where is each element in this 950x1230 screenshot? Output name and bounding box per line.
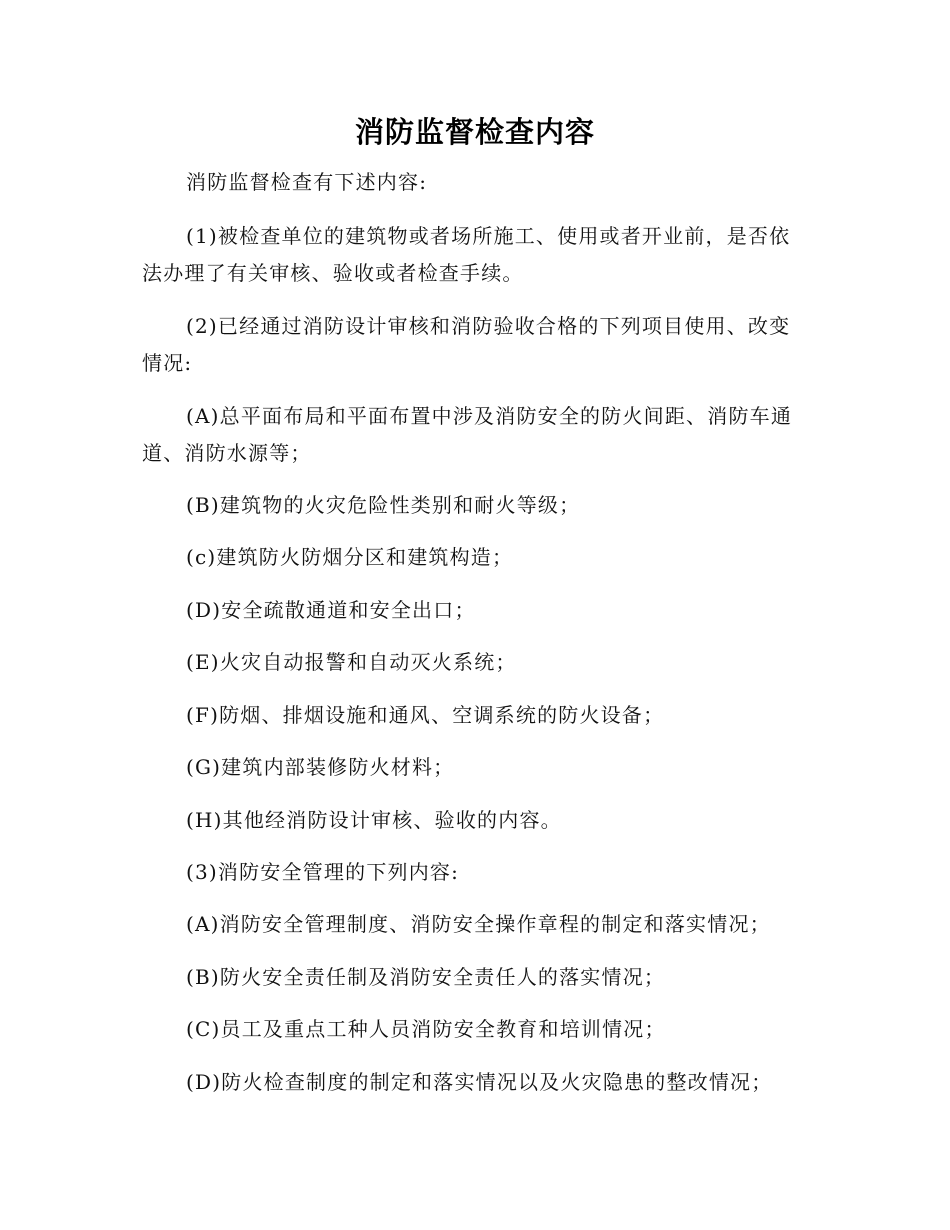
item-3d: (D)防火检查制度的制定和落实情况以及火灾隐患的整改情况； [186, 1070, 773, 1094]
item-2c: (c)建筑防火防烟分区和建筑构造； [186, 545, 514, 569]
item-2g: (G)建筑内部装修防火材料； [186, 755, 455, 779]
item-3b: (B)防火安全责任制及消防安全责任人的落实情况； [186, 965, 666, 989]
item-3c: (C)员工及重点工种人员消防安全教育和培训情况； [186, 1017, 666, 1041]
item-2a-line-1: (A)总平面布局和平面布置中涉及消防安全的防火间距、消防车通 [186, 404, 793, 428]
item-2h: (H)其他经消防设计审核、验收的内容。 [186, 808, 562, 832]
item-2d: (D)安全疏散通道和安全出口； [186, 598, 476, 622]
paragraph-2-line-2: 情况: [142, 351, 193, 375]
item-2f: (F)防烟、排烟设施和通风、空调系统的防火设备； [186, 703, 665, 727]
page-title: 消防监督检查内容 [354, 115, 595, 149]
item-2b: (B)建筑物的火灾危险性类别和耐火等级； [186, 493, 581, 517]
item-2e: (E)火灾自动报警和自动灭火系统； [186, 650, 517, 674]
item-2a-line-2: 道、消防水源等； [142, 441, 312, 465]
paragraph-1-line-1: (1)被检查单位的建筑物或者场所施工、使用或者开业前，是否依 [186, 224, 791, 248]
paragraph-2-line-1: (2)已经通过消防设计审核和消防验收合格的下列项目使用、改变 [186, 314, 791, 338]
paragraph-1-line-2: 法办理了有关审核、验收或者检查手续。 [142, 261, 524, 285]
paragraph-intro: 消防监督检查有下述内容: [186, 170, 428, 194]
item-3a: (A)消防安全管理制度、消防安全操作章程的制定和落实情况； [186, 912, 771, 936]
paragraph-3: (3)消防安全管理的下列内容: [186, 860, 460, 884]
